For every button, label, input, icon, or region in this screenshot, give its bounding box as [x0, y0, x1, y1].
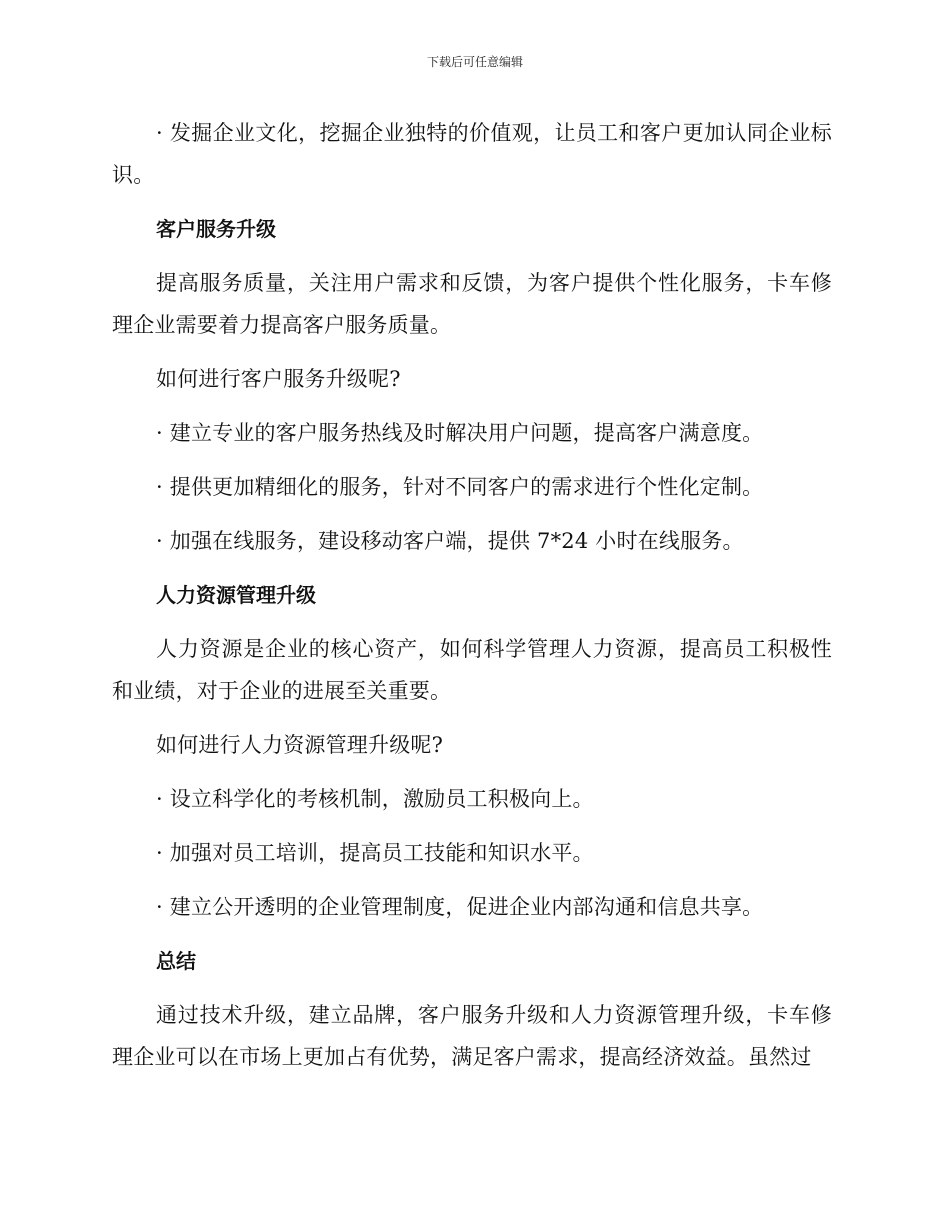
paragraph-hr-core-asset: 人力资源是企业的核心资产，如何科学管理人力资源，提高员工积极性和业绩，对于企业的进展至关重要。 [112, 637, 832, 703]
bullet-service-hotline: · 建立专业的客户服务热线及时解决用户问题，提高客户满意度。 [156, 421, 764, 445]
bullet-enterprise-culture: · 发掘企业文化，挖掘企业独特的价值观，让员工和客户更加认同企业标识。 [112, 121, 832, 187]
bullet-refined-service: · 提供更加精细化的服务，针对不同客户的需求进行个性化定制。 [156, 475, 764, 499]
bullet-assessment-mechanism: · 设立科学化的考核机制，激励员工积极向上。 [156, 787, 594, 811]
heading-summary: 总结 [156, 949, 196, 973]
bullet-online-service: · 加强在线服务，建设移动客户端，提供 7*24 小时在线服务。 [156, 529, 744, 553]
heading-customer-service-upgrade: 客户服务升级 [156, 217, 276, 241]
paragraph-how-hr-upgrade: 如何进行人力资源管理升级呢? [156, 733, 444, 757]
heading-hr-management-upgrade: 人力资源管理升级 [156, 583, 316, 607]
document-body [112, 112, 832, 1090]
paragraph-service-quality: 提高服务质量，关注用户需求和反馈，为客户提供个性化服务，卡车修理企业需要着力提高客户服务质量。 [112, 271, 832, 337]
paragraph-how-customer-service: 如何进行客户服务升级呢? [156, 367, 401, 391]
page-header: 下载后可任意编辑 [426, 55, 523, 69]
paragraph-summary: 通过技术升级，建立品牌，客户服务升级和人力资源管理升级，卡车修理企业可以在市场上更加占有优势，满足客户需求，提高经济效益。虽然过 [112, 1003, 832, 1069]
bullet-transparent-management: · 建立公开透明的企业管理制度，促进企业内部沟通和信息共享。 [156, 895, 764, 919]
bullet-employee-training: · 加强对员工培训，提高员工技能和知识水平。 [156, 841, 594, 865]
